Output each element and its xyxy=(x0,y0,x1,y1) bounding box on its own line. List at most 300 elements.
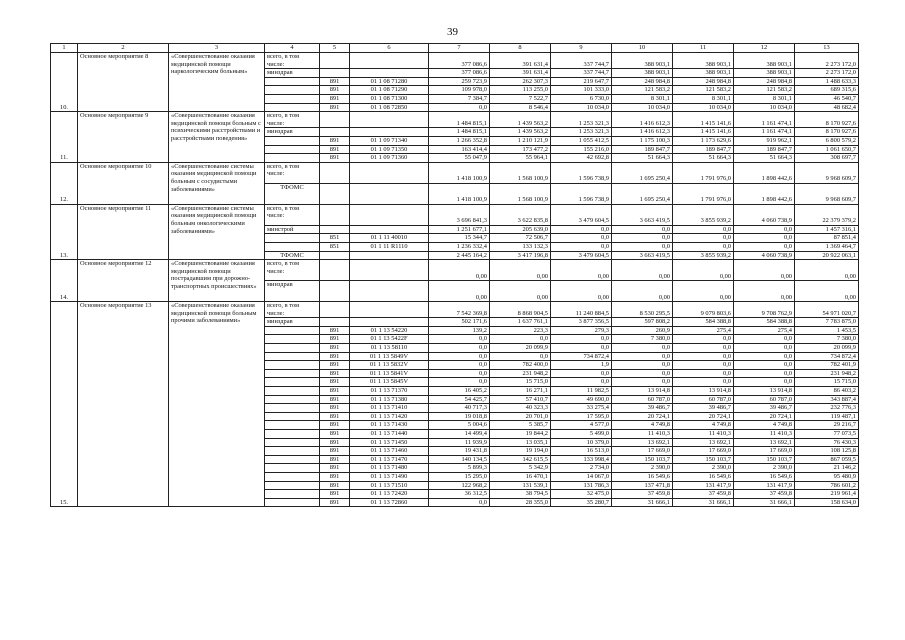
amount-cell: 0,00 xyxy=(490,281,551,302)
amount-cell: 48 682,4 xyxy=(795,103,859,112)
amount-cell: 7 542 369,8 xyxy=(429,302,490,318)
amount-cell: 388 903,1 xyxy=(673,69,734,78)
header-cell: 13 xyxy=(795,44,859,53)
amount-cell: 11 939,9 xyxy=(429,438,490,447)
funding-source: ТФОМС xyxy=(265,251,320,260)
amount-cell: 13 914,8 xyxy=(673,387,734,396)
department-code xyxy=(320,260,350,281)
department-code: 891 xyxy=(320,326,350,335)
department-code xyxy=(320,128,350,137)
amount-cell: 1 453,5 xyxy=(795,326,859,335)
amount-cell: 8 868 904,5 xyxy=(490,302,551,318)
amount-cell: 35 280,7 xyxy=(551,498,612,507)
amount-cell: 21 146,2 xyxy=(795,464,859,473)
amount-cell: 0,0 xyxy=(612,361,673,370)
amount-cell: 189 847,7 xyxy=(612,145,673,154)
header-cell: 7 xyxy=(429,44,490,53)
amount-cell: 786 601,2 xyxy=(795,481,859,490)
measure-name: Основное мероприятие 10 xyxy=(78,162,169,204)
amount-cell: 0,0 xyxy=(551,335,612,344)
budget-code: 01 1 11 R1110 xyxy=(350,242,429,251)
funding-source: всего, в том числе: xyxy=(265,53,320,69)
amount-cell: 232 776,3 xyxy=(795,404,859,413)
amount-cell: 15 344,7 xyxy=(429,234,490,243)
amount-cell: 0,0 xyxy=(551,378,612,387)
department-code: 891 xyxy=(320,344,350,353)
funding-source-empty xyxy=(265,447,320,456)
amount-cell: 14 499,4 xyxy=(429,430,490,439)
amount-cell: 1 061 650,7 xyxy=(795,145,859,154)
budget-code: 01 1 08 71300 xyxy=(350,94,429,103)
amount-cell: 60 787,0 xyxy=(734,395,795,404)
amount-cell: 0,00 xyxy=(612,260,673,281)
budget-code: 01 1 09 71360 xyxy=(350,154,429,163)
amount-cell: 0,0 xyxy=(429,498,490,507)
amount-cell: 1 369 464,7 xyxy=(795,242,859,251)
amount-cell: 1 418 100,9 xyxy=(429,183,490,204)
amount-cell: 108 125,8 xyxy=(795,447,859,456)
amount-cell: 0,0 xyxy=(673,361,734,370)
header-cell: 3 xyxy=(169,44,265,53)
budget-code xyxy=(350,302,429,318)
amount-cell: 3 479 604,5 xyxy=(551,204,612,225)
amount-cell: 0,0 xyxy=(612,234,673,243)
budget-code: 01 1 13 72420 xyxy=(350,490,429,499)
department-code xyxy=(320,281,350,302)
amount-cell: 0,00 xyxy=(612,281,673,302)
program-funding-table xyxy=(50,43,859,507)
amount-cell: 734 872,4 xyxy=(795,352,859,361)
amount-cell: 0,0 xyxy=(429,335,490,344)
amount-cell: 248 984,8 xyxy=(734,77,795,86)
amount-cell: 2 734,0 xyxy=(551,464,612,473)
amount-cell: 31 666,1 xyxy=(734,498,795,507)
amount-cell: 131 539,1 xyxy=(490,481,551,490)
department-code: 891 xyxy=(320,335,350,344)
amount-cell: 155 216,0 xyxy=(551,145,612,154)
amount-cell: 4 060 738,9 xyxy=(734,251,795,260)
budget-code xyxy=(350,281,429,302)
amount-cell: 13 914,8 xyxy=(612,387,673,396)
measure-name: Основное мероприятие 13 xyxy=(78,302,169,507)
department-code: 891 xyxy=(320,369,350,378)
budget-code: 01 1 13 58110 xyxy=(350,344,429,353)
amount-cell: 502 171,6 xyxy=(429,318,490,327)
budget-code xyxy=(350,251,429,260)
amount-cell: 36 312,5 xyxy=(429,490,490,499)
funding-source-empty xyxy=(265,77,320,86)
amount-cell: 0,0 xyxy=(734,352,795,361)
amount-cell: 7 380,0 xyxy=(795,335,859,344)
amount-cell: 20 724,1 xyxy=(612,412,673,421)
amount-cell: 388 903,1 xyxy=(734,53,795,69)
amount-cell: 1 596 738,9 xyxy=(551,183,612,204)
amount-cell: 37 459,8 xyxy=(612,490,673,499)
amount-cell: 0,0 xyxy=(612,369,673,378)
amount-cell: 4 749,8 xyxy=(734,421,795,430)
department-code: 891 xyxy=(320,387,350,396)
amount-cell: 0,0 xyxy=(429,103,490,112)
amount-cell: 60 787,0 xyxy=(612,395,673,404)
header-cell: 8 xyxy=(490,44,551,53)
amount-cell: 51 664,3 xyxy=(673,154,734,163)
department-code: 891 xyxy=(320,490,350,499)
amount-cell: 0,00 xyxy=(673,281,734,302)
funding-source-empty xyxy=(265,86,320,95)
amount-cell: 734 872,4 xyxy=(551,352,612,361)
amount-cell: 32 475,0 xyxy=(551,490,612,499)
amount-cell: 1 055 412,5 xyxy=(551,136,612,145)
amount-cell: 95 480,9 xyxy=(795,472,859,481)
budget-code: 01 1 08 71290 xyxy=(350,86,429,95)
amount-cell: 140 134,5 xyxy=(429,455,490,464)
department-code: 891 xyxy=(320,438,350,447)
amount-cell: 28 355,0 xyxy=(490,498,551,507)
amount-cell: 7 522,7 xyxy=(490,94,551,103)
funding-source: ТФОМС xyxy=(265,183,320,204)
budget-code xyxy=(350,225,429,234)
amount-cell: 57 410,7 xyxy=(490,395,551,404)
table-row xyxy=(51,112,859,128)
amount-cell: 782 400,0 xyxy=(490,361,551,370)
budget-code: 01 1 13 5845V xyxy=(350,378,429,387)
amount-cell: 8 301,1 xyxy=(673,94,734,103)
amount-cell: 1 236 332,4 xyxy=(429,242,490,251)
amount-cell: 16 470,1 xyxy=(490,472,551,481)
amount-cell: 1 439 563,2 xyxy=(490,112,551,128)
amount-cell: 131 417,9 xyxy=(673,481,734,490)
department-code: 891 xyxy=(320,464,350,473)
funding-source: всего, в том числе: xyxy=(265,302,320,318)
amount-cell: 29 216,7 xyxy=(795,421,859,430)
amount-cell: 31 666,1 xyxy=(673,498,734,507)
amount-cell: 2 273 172,0 xyxy=(795,53,859,69)
budget-code xyxy=(350,69,429,78)
amount-cell: 20 099,9 xyxy=(795,344,859,353)
budget-code: 01 1 13 71410 xyxy=(350,404,429,413)
table-row xyxy=(51,260,859,281)
amount-cell: 40 323,3 xyxy=(490,404,551,413)
amount-cell: 0,0 xyxy=(673,352,734,361)
amount-cell: 2 273 172,0 xyxy=(795,69,859,78)
department-code: 891 xyxy=(320,86,350,95)
amount-cell: 39 486,7 xyxy=(734,404,795,413)
budget-code xyxy=(350,53,429,69)
department-code: 891 xyxy=(320,481,350,490)
header-cell: 4 xyxy=(265,44,320,53)
department-code: 891 xyxy=(320,136,350,145)
budget-code: 01 1 13 5832V xyxy=(350,361,429,370)
budget-code: 01 1 13 5422F xyxy=(350,335,429,344)
amount-cell: 40 717,3 xyxy=(429,404,490,413)
amount-cell: 20 922 063,1 xyxy=(795,251,859,260)
amount-cell: 1 175 100,3 xyxy=(612,136,673,145)
amount-cell: 0,0 xyxy=(673,335,734,344)
amount-cell: 391 631,4 xyxy=(490,69,551,78)
budget-code xyxy=(350,318,429,327)
amount-cell: 219 961,4 xyxy=(795,490,859,499)
budget-code: 01 1 13 71430 xyxy=(350,421,429,430)
amount-cell: 3 417 196,8 xyxy=(490,251,551,260)
amount-cell: 49 690,0 xyxy=(551,395,612,404)
amount-cell: 0,0 xyxy=(490,335,551,344)
amount-cell: 119 487,1 xyxy=(795,412,859,421)
amount-cell: 0,0 xyxy=(734,242,795,251)
amount-cell: 163 414,4 xyxy=(429,145,490,154)
department-code xyxy=(320,225,350,234)
amount-cell: 11 410,3 xyxy=(734,430,795,439)
funding-source-empty xyxy=(265,352,320,361)
amount-cell: 279,3 xyxy=(551,326,612,335)
budget-code xyxy=(350,128,429,137)
budget-code: 01 1 13 5841V xyxy=(350,369,429,378)
amount-cell: 1 210 121,9 xyxy=(490,136,551,145)
funding-source-empty xyxy=(265,335,320,344)
funding-source-empty xyxy=(265,481,320,490)
amount-cell: 137 471,8 xyxy=(612,481,673,490)
amount-cell: 1 695 250,4 xyxy=(612,162,673,183)
measure-description: «Совершенствование оказания медицинской помощи пострадавшим при дорожно-транспортных происшествиях» xyxy=(169,260,265,302)
amount-cell: 8 546,4 xyxy=(490,103,551,112)
amount-cell: 1 253 321,3 xyxy=(551,112,612,128)
department-code: 891 xyxy=(320,430,350,439)
header-cell: 2 xyxy=(78,44,169,53)
measure-name: Основное мероприятие 11 xyxy=(78,204,169,259)
funding-source-empty xyxy=(265,490,320,499)
budget-code: 01 1 09 71340 xyxy=(350,136,429,145)
budget-code: 01 1 13 72860 xyxy=(350,498,429,507)
funding-source-empty xyxy=(265,395,320,404)
amount-cell: 8 301,1 xyxy=(734,94,795,103)
amount-cell: 0,00 xyxy=(734,281,795,302)
funding-source-empty xyxy=(265,361,320,370)
amount-cell: 1 637 761,1 xyxy=(490,318,551,327)
amount-cell: 11 410,3 xyxy=(612,430,673,439)
amount-cell: 10 034,0 xyxy=(673,103,734,112)
amount-cell: 10 034,0 xyxy=(612,103,673,112)
funding-source: минздрав xyxy=(265,128,320,137)
amount-cell: 0,0 xyxy=(673,369,734,378)
amount-cell: 55 964,1 xyxy=(490,154,551,163)
amount-cell: 9 968 609,7 xyxy=(795,162,859,183)
funding-source: минздрав xyxy=(265,281,320,302)
amount-cell: 2 390,0 xyxy=(612,464,673,473)
amount-cell: 7 380,0 xyxy=(612,335,673,344)
amount-cell: 3 696 841,3 xyxy=(429,204,490,225)
amount-cell: 14 067,0 xyxy=(551,472,612,481)
amount-cell: 0,00 xyxy=(551,260,612,281)
department-code: 891 xyxy=(320,77,350,86)
amount-cell: 13 692,1 xyxy=(673,438,734,447)
amount-cell: 597 808,2 xyxy=(612,318,673,327)
amount-cell: 584 388,8 xyxy=(673,318,734,327)
budget-code xyxy=(350,260,429,281)
department-code: 891 xyxy=(320,421,350,430)
amount-cell: 343 887,4 xyxy=(795,395,859,404)
department-code: 891 xyxy=(320,352,350,361)
amount-cell: 219 647,7 xyxy=(551,77,612,86)
amount-cell: 37 459,8 xyxy=(673,490,734,499)
amount-cell: 388 903,1 xyxy=(612,69,673,78)
amount-cell: 13 692,1 xyxy=(734,438,795,447)
amount-cell: 782 401,9 xyxy=(795,361,859,370)
department-code: 891 xyxy=(320,395,350,404)
row-number: 13. xyxy=(51,204,78,259)
amount-cell: 17 669,0 xyxy=(734,447,795,456)
amount-cell: 9 968 609,7 xyxy=(795,183,859,204)
measure-description: «Совершенствование оказания медицинской помощи наркологическим больным» xyxy=(169,53,265,112)
amount-cell: 5 899,3 xyxy=(429,464,490,473)
amount-cell: 113 255,0 xyxy=(490,86,551,95)
table-row xyxy=(51,302,859,318)
amount-cell: 33 275,4 xyxy=(551,404,612,413)
amount-cell: 0,0 xyxy=(734,361,795,370)
header-cell: 5 xyxy=(320,44,350,53)
amount-cell: 2 390,0 xyxy=(673,464,734,473)
amount-cell: 76 430,3 xyxy=(795,438,859,447)
page-number: 39 xyxy=(447,26,458,38)
department-code: 891 xyxy=(320,103,350,112)
amount-cell: 189 847,7 xyxy=(673,145,734,154)
amount-cell: 0,0 xyxy=(551,225,612,234)
funding-source: всего, в том числе: xyxy=(265,162,320,183)
amount-cell: 1 568 100,9 xyxy=(490,162,551,183)
row-number: 11. xyxy=(51,112,78,163)
funding-source-empty xyxy=(265,103,320,112)
budget-code: 01 1 13 71490 xyxy=(350,472,429,481)
amount-cell: 0,0 xyxy=(429,361,490,370)
amount-cell: 308 697,7 xyxy=(795,154,859,163)
amount-cell: 0,0 xyxy=(429,344,490,353)
funding-source-empty xyxy=(265,344,320,353)
amount-cell: 55 047,9 xyxy=(429,154,490,163)
funding-source: всего, в том числе: xyxy=(265,112,320,128)
amount-cell: 1 898 442,6 xyxy=(734,183,795,204)
amount-cell: 20 724,1 xyxy=(734,412,795,421)
amount-cell: 0,00 xyxy=(429,260,490,281)
amount-cell: 0,0 xyxy=(490,352,551,361)
department-code xyxy=(320,318,350,327)
amount-cell: 16 549,6 xyxy=(673,472,734,481)
amount-cell: 158 634,0 xyxy=(795,498,859,507)
amount-cell: 3 855 939,2 xyxy=(673,204,734,225)
amount-cell: 377 086,6 xyxy=(429,53,490,69)
amount-cell: 9 079 803,6 xyxy=(673,302,734,318)
budget-code: 01 1 13 71460 xyxy=(350,447,429,456)
amount-cell: 5 499,0 xyxy=(551,430,612,439)
amount-cell: 51 664,3 xyxy=(734,154,795,163)
amount-cell: 51 664,3 xyxy=(612,154,673,163)
amount-cell: 3 622 835,8 xyxy=(490,204,551,225)
amount-cell: 42 692,8 xyxy=(551,154,612,163)
amount-cell: 15 715,0 xyxy=(795,378,859,387)
amount-cell: 275,4 xyxy=(673,326,734,335)
amount-cell: 131 417,9 xyxy=(734,481,795,490)
department-code: 891 xyxy=(320,412,350,421)
amount-cell: 20 724,1 xyxy=(673,412,734,421)
amount-cell: 262 307,3 xyxy=(490,77,551,86)
amount-cell: 275,4 xyxy=(734,326,795,335)
department-code xyxy=(320,162,350,183)
amount-cell: 38 794,5 xyxy=(490,490,551,499)
amount-cell: 0,0 xyxy=(551,369,612,378)
measure-name: Основное мероприятие 12 xyxy=(78,260,169,302)
amount-cell: 0,0 xyxy=(429,369,490,378)
funding-source-empty xyxy=(265,234,320,243)
department-code xyxy=(320,183,350,204)
amount-cell: 4 749,8 xyxy=(673,421,734,430)
amount-cell: 11 240 884,5 xyxy=(551,302,612,318)
amount-cell: 16 271,1 xyxy=(490,387,551,396)
amount-cell: 1 266 352,8 xyxy=(429,136,490,145)
amount-cell: 0,0 xyxy=(734,335,795,344)
amount-cell: 1 161 474,1 xyxy=(734,112,795,128)
amount-cell: 46 540,7 xyxy=(795,94,859,103)
measure-description: «Совершенствование оказания медицинской помощи больным с психическими расстройствами и расстройствами поведения» xyxy=(169,112,265,163)
amount-cell: 391 631,4 xyxy=(490,53,551,69)
funding-source-empty xyxy=(265,430,320,439)
funding-source: минздрав xyxy=(265,318,320,327)
amount-cell: 39 486,7 xyxy=(673,404,734,413)
header-cell: 10 xyxy=(612,44,673,53)
amount-cell: 19 431,8 xyxy=(429,447,490,456)
amount-cell: 1 791 976,0 xyxy=(673,183,734,204)
amount-cell: 1 251 677,1 xyxy=(429,225,490,234)
amount-cell: 17 669,0 xyxy=(673,447,734,456)
amount-cell: 231 948,2 xyxy=(490,369,551,378)
amount-cell: 0,0 xyxy=(551,344,612,353)
amount-cell: 0,0 xyxy=(612,344,673,353)
funding-source-empty xyxy=(265,438,320,447)
amount-cell: 101 333,0 xyxy=(551,86,612,95)
budget-code: 01 1 13 71480 xyxy=(350,464,429,473)
amount-cell: 54 425,7 xyxy=(429,395,490,404)
amount-cell: 8 301,1 xyxy=(612,94,673,103)
department-code xyxy=(320,112,350,128)
funding-source-empty xyxy=(265,455,320,464)
amount-cell: 1 173 629,6 xyxy=(673,136,734,145)
department-code xyxy=(320,53,350,69)
funding-source-empty xyxy=(265,136,320,145)
row-number: 10. xyxy=(51,53,78,112)
amount-cell: 13 035,1 xyxy=(490,438,551,447)
amount-cell: 7 783 875,0 xyxy=(795,318,859,327)
header-cell: 9 xyxy=(551,44,612,53)
amount-cell: 19 194,0 xyxy=(490,447,551,456)
amount-cell: 9 708 762,9 xyxy=(734,302,795,318)
amount-cell: 231 948,2 xyxy=(795,369,859,378)
measure-description: «Совершенствование системы оказания медицинской помощи больным онкологическими заболеваниями» xyxy=(169,204,265,259)
amount-cell: 1 484 815,1 xyxy=(429,112,490,128)
budget-code: 01 1 13 71440 xyxy=(350,430,429,439)
amount-cell: 0,0 xyxy=(429,352,490,361)
amount-cell: 87 851,4 xyxy=(795,234,859,243)
amount-cell: 3 479 604,5 xyxy=(551,251,612,260)
amount-cell: 248 984,8 xyxy=(673,77,734,86)
amount-cell: 388 903,1 xyxy=(734,69,795,78)
amount-cell: 15 715,0 xyxy=(490,378,551,387)
funding-source-empty xyxy=(265,498,320,507)
amount-cell: 584 388,8 xyxy=(734,318,795,327)
amount-cell: 19 018,8 xyxy=(429,412,490,421)
funding-source-empty xyxy=(265,412,320,421)
budget-code xyxy=(350,204,429,225)
department-code xyxy=(320,204,350,225)
amount-cell: 6 800 579,2 xyxy=(795,136,859,145)
amount-cell: 60 787,0 xyxy=(673,395,734,404)
amount-cell: 205 639,0 xyxy=(490,225,551,234)
amount-cell: 337 744,7 xyxy=(551,69,612,78)
